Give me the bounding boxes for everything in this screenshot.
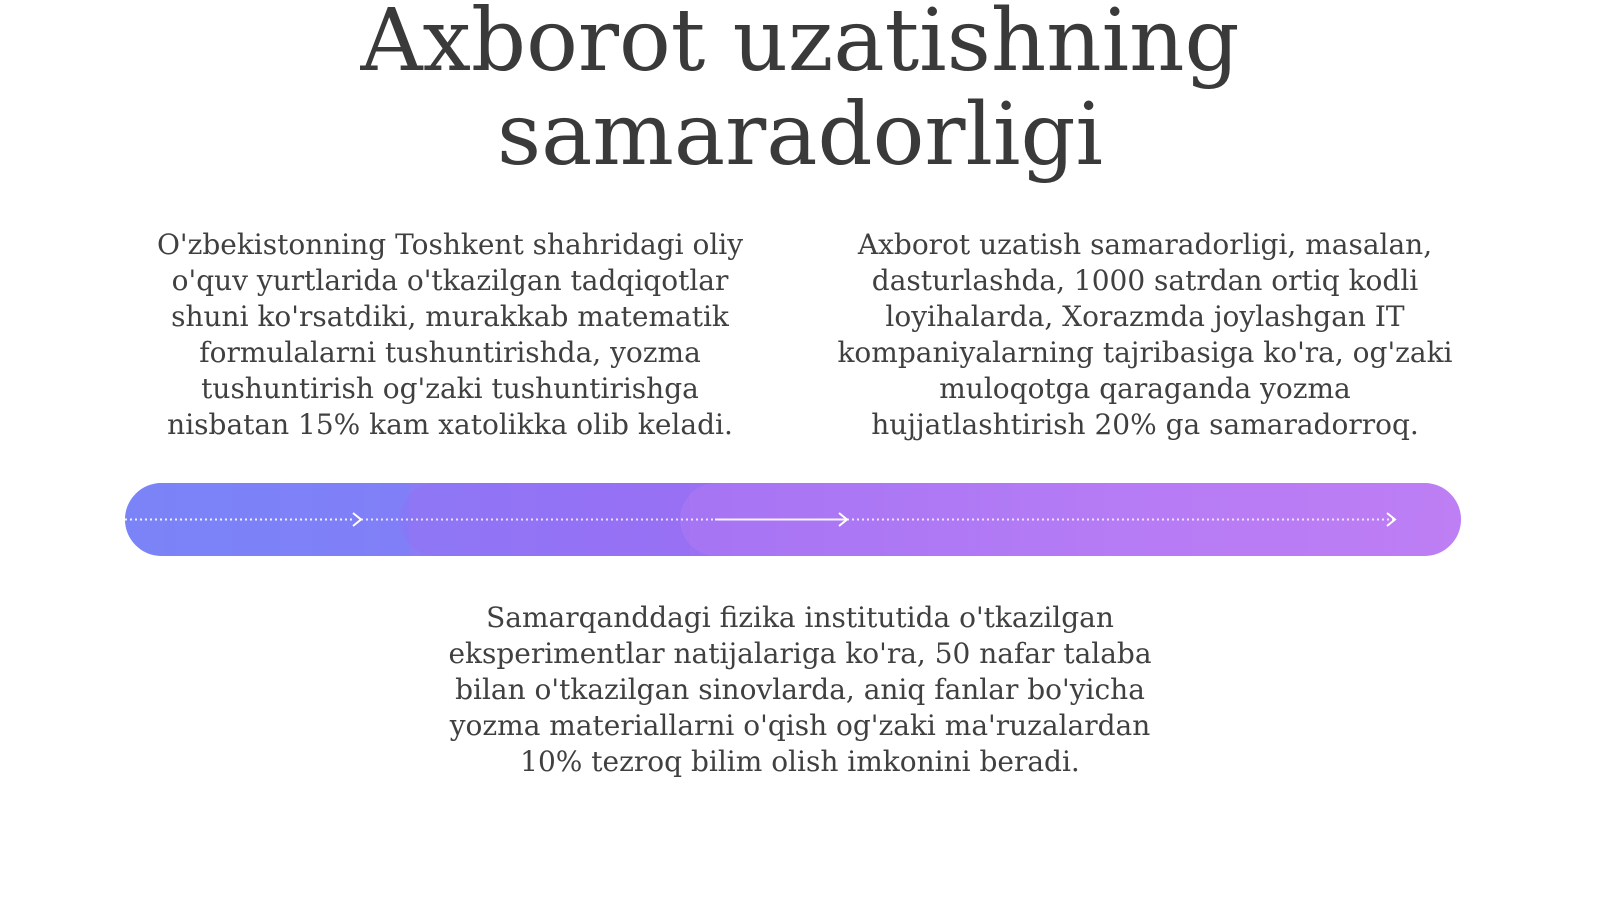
- timeline-arrows: [125, 483, 1461, 556]
- title-line-2: samaradorligi: [496, 85, 1104, 185]
- text-block-bottom: Samarqanddagi fizika institutida o'tkazilgan eksperimentlar natijalariga ko'ra, 50 nafar talaba bilan o'tkazilgan sinovlarda, aniq fanlar bo'yicha yozma materiallarni o'qish og'zaki ma'ruzalardan 10% tezroq bilim olish imkonini beradi.: [448, 601, 1152, 778]
- title-line-1: Axborot uzatishning: [360, 0, 1240, 91]
- text-block-right: Axborot uzatish samaradorligi, masalan, dasturlashda, 1000 satrdan ortiq kodli loyihalarda, Xorazmda joylashgan IT kompaniyalarning tajribasiga ko'ra, og'zaki muloqotga qaraganda yozma hujjatlashtirish 20% ga samaradorroq.: [837, 228, 1453, 441]
- arrow-head-1-icon: [353, 513, 361, 526]
- text-block-left: O'zbekistonning Toshkent shahridagi oliy o'quv yurtlarida o'tkazilgan tadqiqotlar shuni ko'rsatdiki, murakkab matematik formulalarni tushuntirishda, yozma tushuntirish og'zaki tushuntirishga nisbatan 15% kam xatolikka olib keladi.: [156, 228, 744, 441]
- timeline-bar: [125, 483, 1461, 556]
- page-title: [0, 0, 1600, 185]
